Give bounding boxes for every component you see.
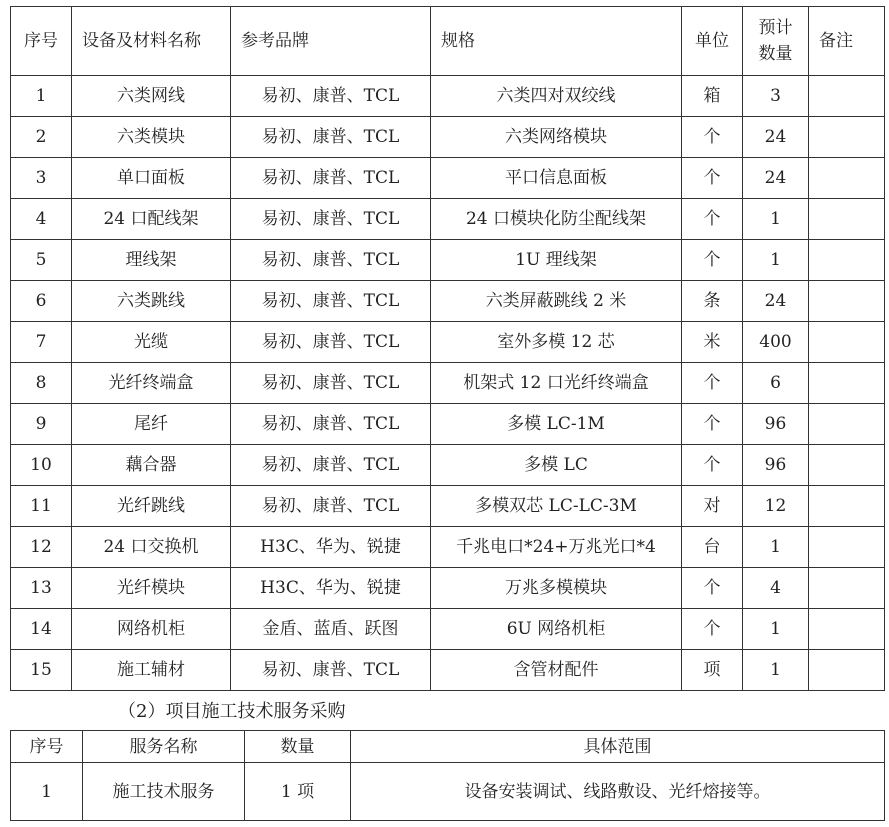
cell-brand: 易初、康普、TCL	[231, 650, 431, 691]
cell-qty: 1	[743, 527, 809, 568]
cell-brand: 易初、康普、TCL	[231, 445, 431, 486]
header-note: 备注	[809, 7, 885, 76]
cell-brand: 易初、康普、TCL	[231, 240, 431, 281]
cell-brand: 易初、康普、TCL	[231, 76, 431, 117]
cell-spec: 1U 理线架	[431, 240, 682, 281]
cell-note	[809, 322, 885, 363]
cell-qty: 24	[743, 158, 809, 199]
table-row	[11, 527, 885, 568]
cell-spec: 多模 LC-1M	[431, 404, 682, 445]
table-row	[11, 486, 885, 527]
table-row	[11, 763, 885, 821]
cell-note	[809, 363, 885, 404]
cell-unit: 个	[682, 158, 743, 199]
header-unit: 单位	[682, 7, 743, 76]
cell-unit: 项	[682, 650, 743, 691]
cell-no: 10	[11, 445, 72, 486]
cell-brand: 易初、康普、TCL	[231, 322, 431, 363]
table-row	[11, 117, 885, 158]
cell-brand: 易初、康普、TCL	[231, 363, 431, 404]
cell-qty: 1	[743, 609, 809, 650]
cell-spec: 含管材配件	[431, 650, 682, 691]
header-qty-line1: 预计	[758, 18, 793, 38]
cell-brand: 易初、康普、TCL	[231, 486, 431, 527]
cell-name: 24 口配线架	[72, 199, 231, 240]
cell-name: 六类网线	[72, 76, 231, 117]
cell-spec: 六类四对双绞线	[431, 76, 682, 117]
cell-brand: H3C、华为、锐捷	[231, 527, 431, 568]
cell-qty: 1	[743, 199, 809, 240]
cell-qty: 6	[743, 363, 809, 404]
cell-qty: 1 项	[245, 763, 351, 821]
cell-spec: 六类屏蔽跳线 2 米	[431, 281, 682, 322]
cell-spec: 6U 网络机柜	[431, 609, 682, 650]
cell-unit: 个	[682, 568, 743, 609]
cell-spec: 多模 LC	[431, 445, 682, 486]
table-row	[11, 404, 885, 445]
cell-unit: 个	[682, 117, 743, 158]
header-spec: 规格	[431, 7, 682, 76]
cell-note	[809, 527, 885, 568]
cell-qty: 12	[743, 486, 809, 527]
cell-name: 光纤跳线	[72, 486, 231, 527]
cell-note	[809, 486, 885, 527]
table-row	[11, 158, 885, 199]
cell-unit: 箱	[682, 76, 743, 117]
cell-qty: 4	[743, 568, 809, 609]
cell-no: 8	[11, 363, 72, 404]
cell-service: 施工技术服务	[83, 763, 245, 821]
cell-no: 13	[11, 568, 72, 609]
cell-note	[809, 609, 885, 650]
cell-spec: 万兆多模模块	[431, 568, 682, 609]
cell-brand: 易初、康普、TCL	[231, 199, 431, 240]
cell-note	[809, 445, 885, 486]
cell-qty: 400	[743, 322, 809, 363]
cell-note	[809, 240, 885, 281]
cell-spec: 24 口模块化防尘配线架	[431, 199, 682, 240]
header-brand: 参考品牌	[231, 7, 431, 76]
cell-unit: 台	[682, 527, 743, 568]
cell-name: 六类模块	[72, 117, 231, 158]
table-row	[11, 281, 885, 322]
table-row	[11, 363, 885, 404]
section-title: （2）项目施工技术服务采购	[118, 701, 346, 722]
cell-note	[809, 117, 885, 158]
cell-qty: 1	[743, 650, 809, 691]
cell-name: 网络机柜	[72, 609, 231, 650]
cell-no: 1	[11, 76, 72, 117]
cell-no: 12	[11, 527, 72, 568]
equipment-material-table	[10, 6, 885, 691]
cell-unit: 条	[682, 281, 743, 322]
header-scope: 具体范围	[351, 731, 885, 763]
table-row	[11, 609, 885, 650]
cell-name: 光纤模块	[72, 568, 231, 609]
cell-spec: 室外多模 12 芯	[431, 322, 682, 363]
cell-note	[809, 568, 885, 609]
cell-spec: 多模双芯 LC-LC-3M	[431, 486, 682, 527]
cell-name: 尾纤	[72, 404, 231, 445]
cell-no: 4	[11, 199, 72, 240]
cell-spec: 机架式 12 口光纤终端盒	[431, 363, 682, 404]
cell-no: 7	[11, 322, 72, 363]
header-qty: 数量	[245, 731, 351, 763]
cell-note	[809, 199, 885, 240]
cell-spec: 千兆电口*24+万兆光口*4	[431, 527, 682, 568]
cell-qty: 96	[743, 404, 809, 445]
cell-qty: 1	[743, 240, 809, 281]
cell-name: 24 口交换机	[72, 527, 231, 568]
cell-name: 六类跳线	[72, 281, 231, 322]
cell-brand: 易初、康普、TCL	[231, 404, 431, 445]
cell-unit: 个	[682, 363, 743, 404]
cell-note	[809, 404, 885, 445]
cell-no: 5	[11, 240, 72, 281]
cell-qty: 3	[743, 76, 809, 117]
cell-qty: 24	[743, 281, 809, 322]
cell-unit: 对	[682, 486, 743, 527]
table-row	[11, 650, 885, 691]
table-row	[11, 199, 885, 240]
table-row	[11, 76, 885, 117]
cell-note	[809, 76, 885, 117]
header-no: 序号	[11, 7, 72, 76]
service-table	[10, 730, 885, 821]
cell-no: 1	[11, 763, 83, 821]
cell-no: 9	[11, 404, 72, 445]
header-qty-line2: 数量	[758, 44, 793, 64]
cell-spec: 平口信息面板	[431, 158, 682, 199]
cell-no: 11	[11, 486, 72, 527]
cell-no: 2	[11, 117, 72, 158]
cell-no: 15	[11, 650, 72, 691]
cell-no: 6	[11, 281, 72, 322]
table-row	[11, 322, 885, 363]
cell-note	[809, 281, 885, 322]
cell-name: 藕合器	[72, 445, 231, 486]
cell-qty: 96	[743, 445, 809, 486]
cell-note	[809, 650, 885, 691]
header-service: 服务名称	[83, 731, 245, 763]
cell-brand: H3C、华为、锐捷	[231, 568, 431, 609]
cell-unit: 个	[682, 240, 743, 281]
cell-qty: 24	[743, 117, 809, 158]
cell-name: 光缆	[72, 322, 231, 363]
header-name: 设备及材料名称	[72, 7, 231, 76]
cell-note	[809, 158, 885, 199]
cell-brand: 易初、康普、TCL	[231, 117, 431, 158]
cell-unit: 个	[682, 199, 743, 240]
table-header-row	[11, 731, 885, 763]
cell-unit: 个	[682, 609, 743, 650]
cell-unit: 个	[682, 445, 743, 486]
cell-scope: 设备安装调试、线路敷设、光纤熔接等。	[351, 763, 885, 821]
header-qty	[743, 7, 809, 76]
cell-no: 14	[11, 609, 72, 650]
cell-spec: 六类网络模块	[431, 117, 682, 158]
cell-no: 3	[11, 158, 72, 199]
cell-unit: 米	[682, 322, 743, 363]
table-row	[11, 568, 885, 609]
cell-name: 光纤终端盒	[72, 363, 231, 404]
cell-brand: 金盾、蓝盾、跃图	[231, 609, 431, 650]
header-no: 序号	[11, 731, 83, 763]
table-row	[11, 445, 885, 486]
cell-name: 单口面板	[72, 158, 231, 199]
table-row	[11, 240, 885, 281]
cell-name: 理线架	[72, 240, 231, 281]
cell-brand: 易初、康普、TCL	[231, 281, 431, 322]
table-header-row	[11, 7, 885, 76]
cell-name: 施工辅材	[72, 650, 231, 691]
cell-unit: 个	[682, 404, 743, 445]
cell-brand: 易初、康普、TCL	[231, 158, 431, 199]
